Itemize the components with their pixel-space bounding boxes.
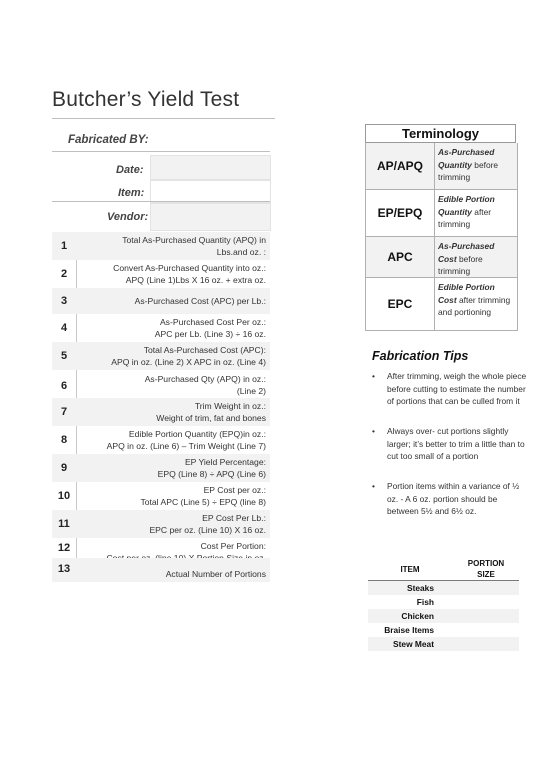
term-bold: Edible Portion Cost [438,282,495,305]
term-definition [438,240,515,278]
tip-item [372,370,527,422]
step-row-7 [52,398,270,426]
term-rest: after trimming [438,206,492,229]
step-line: As-Purchased Cost Per oz.: [159,317,266,327]
item-field[interactable] [150,180,271,203]
step-line: Lbs.and oz. : [216,247,266,257]
step-line: Trim Weight in oz.: [194,401,266,411]
term-row-epq [365,190,518,237]
bullet-icon: • [372,426,375,436]
step-text [76,484,266,508]
term-bold: Edible Portion Quantity [438,194,495,217]
portion-row [368,581,519,595]
step-line: Actual Number of Portions [165,569,266,579]
step-row-13 [52,558,270,582]
step-line: APQ (Line 1)Lbs X 16 oz. + extra oz. [125,275,266,285]
column-header-portion-size: PORTION SIZE [467,559,505,579]
step-text [76,234,266,258]
term-key: AP/APQ [366,143,435,189]
step-line: EPC per oz. (Line 10) X 16 oz. [149,525,266,535]
bullet-icon: • [372,371,375,381]
step-line: As-Purchased Qty (APQ) in oz.: [144,374,266,384]
tip-item [372,480,527,520]
portion-item: Braise Items [384,625,434,635]
step-line: (Line 2) [236,386,266,396]
step-line: As-Purchased Cost (APC) per Lb.: [134,296,266,306]
term-definition [438,281,515,319]
step-number: 7 [60,406,68,418]
step-row-8 [52,426,270,454]
bullet-icon: • [372,481,375,491]
step-text [76,400,266,424]
step-line: Weight of trim, fat and bones [156,413,266,423]
step-number: 13 [57,563,71,575]
step-number: 6 [60,380,68,392]
portion-row [368,637,519,651]
step-number: 1 [60,240,68,252]
step-row-9 [52,454,270,482]
step-line: APC per Lb. (Line 3) ÷ 16 oz. [154,329,266,339]
fabrication-tips-title: Fabrication Tips [372,349,469,363]
date-field[interactable] [150,155,271,180]
step-number: 5 [60,350,68,362]
step-row-6 [52,370,270,398]
item-label: Item: [118,187,145,199]
step-number: 12 [57,542,71,554]
step-line: Cost Per Portion: [200,541,266,551]
step-text [76,512,266,536]
step-text [76,262,266,286]
step-row-4 [52,314,270,342]
term-definition [438,146,515,184]
term-rest: after trimming and portioning [438,294,511,317]
portion-row [368,623,519,637]
term-bold: As-Purchased Cost [438,241,495,264]
step-line: Total As-Purchased Quantity (APQ) in [122,235,266,245]
step-row-1 [52,232,270,260]
portion-item: Steaks [406,583,434,593]
column-header-item: ITEM [400,565,420,574]
title-rule [52,118,275,119]
tip-text: After trimming, weigh the whole piece before cutting to estimate the number of portions that can be culled from it [387,371,527,406]
item-rule [52,201,270,202]
vendor-field[interactable] [150,203,271,231]
term-row-apq [365,143,518,190]
step-row-5 [52,342,270,370]
step-text [76,456,266,480]
step-row-2 [52,260,270,288]
step-text [76,295,266,307]
tip-text: Portion items within a variance of ½ oz. - A 6 oz. portion should be between 5½ and 6½ oz. [387,481,520,516]
term-key: EPC [366,278,435,330]
step-line: EP Cost per oz.: [203,485,266,495]
fabricated-by-rule [52,151,270,152]
term-bold: As-Purchased Quantity [438,147,495,170]
step-number: 3 [60,295,68,307]
term-rest: before trimming [438,253,483,276]
tip-item [372,425,527,477]
portion-row [368,595,519,609]
step-text [76,316,266,340]
portion-row [368,609,519,623]
step-row-10 [52,482,270,510]
step-line: EP Cost Per Lb.: [202,513,266,523]
term-key: APC [366,237,435,277]
step-text [76,428,266,452]
step-line: Convert As-Purchased Quantity into oz.: [113,263,266,273]
page-title: Butcher’s Yield Test [52,88,240,111]
term-rest: before trimming [438,159,499,182]
term-key: EP/EPQ [366,190,435,236]
step-text [76,344,266,368]
term-definition [438,193,515,231]
step-number: 10 [57,490,71,502]
step-text [76,373,266,397]
step-number: 4 [60,322,68,334]
step-number: 8 [60,434,68,446]
date-label: Date: [116,164,144,176]
tip-text: Always over- cut portions slightly larger; it’s better to trim a little than to cut too small of a portion [387,426,525,461]
term-row-epc [365,278,518,331]
term-row-apc [365,237,518,278]
step-line: Total As-Purchased Cost (APC): [143,345,266,355]
step-number: 11 [58,518,70,530]
step-number: 2 [60,268,68,280]
portion-item: Chicken [401,611,434,621]
step-text [76,568,266,580]
portion-item: Fish [416,597,434,607]
step-row-3 [52,288,270,314]
step-line: APQ in oz. (Line 2) X APC in oz. (Line 4) [111,357,266,367]
step-line: EP Yield Percentage: [184,457,266,467]
step-row-11 [52,510,270,538]
fabricated-by-label: Fabricated BY: [68,134,149,146]
terminology-title: Terminology [365,124,516,143]
step-line: APQ in oz. (Line 6) – Trim Weight (Line 7) [106,441,266,451]
portion-item: Stew Meat [393,639,434,649]
vendor-label: Vendor: [107,211,149,223]
step-number: 9 [60,462,68,474]
step-line: Edible Portion Quantity (EPQ)in oz.: [128,429,266,439]
step-line: EPQ (Line 8) ÷ APQ (Line 6) [157,469,266,479]
step-line: Total APC (Line 5) ÷ EPQ (line 8) [140,497,266,507]
